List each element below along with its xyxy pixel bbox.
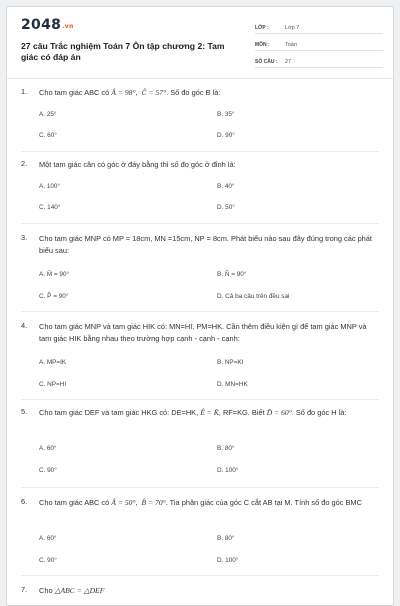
math-expression: Â = 98°, (111, 88, 138, 97)
meta-label: MÔN : (255, 42, 270, 48)
option-row (39, 204, 379, 216)
question-text-part: Cho tam giác ABC có (39, 88, 112, 97)
option-row (39, 535, 379, 547)
option-b[interactable]: B. 80° (217, 445, 235, 452)
option-a[interactable]: A. 60° (39, 535, 57, 542)
question-text: Một tam giác cân có góc ở đáy bằng thì số đo góc ở đỉnh là: (39, 160, 236, 169)
meta-row-subject (255, 36, 383, 51)
divider (21, 151, 379, 152)
meta-row-class (255, 19, 383, 34)
question-text: Cho tam giác MNP có MP = 18cm, MN =15cm, NP = 8cm. Phát biểu nào sau đây đúng trong các phát biểu sau: (39, 234, 372, 255)
question-text-part: . Số đo góc B là: (166, 88, 221, 97)
math-expression: △ABC = △DEF (54, 586, 105, 595)
option-row (39, 381, 379, 393)
option-d[interactable]: D. 100° (217, 557, 239, 564)
option-row (39, 271, 379, 283)
option-c[interactable]: C. 60° (39, 132, 57, 139)
document-meta (255, 19, 383, 70)
meta-row-count (255, 53, 383, 68)
question-number: 2. (21, 159, 28, 168)
option-d[interactable]: D. Cả ba câu trên đều sai (217, 293, 290, 300)
document-page (6, 6, 394, 606)
question-text-part: . Tia phân giác của góc C cắt AB tại M. Tính số đo góc BMC (165, 498, 362, 507)
option-row (39, 183, 379, 195)
option-c[interactable]: C. 140° (39, 204, 61, 211)
option-d[interactable]: D. MN=HK (217, 381, 248, 388)
math-expression: D̂ = 60° (266, 408, 292, 417)
divider (21, 575, 379, 576)
option-b[interactable]: B. 80° (217, 535, 235, 542)
math-expression: Ĉ = 57° (141, 88, 167, 97)
option-row (39, 445, 379, 457)
question-number: 7. (21, 585, 28, 594)
option-b[interactable]: B. 40° (217, 183, 235, 190)
meta-label: LỚP : (255, 25, 269, 31)
question-number: 5. (21, 407, 28, 416)
question-number: 6. (21, 497, 28, 506)
option-b[interactable]: B. 35° (217, 111, 235, 118)
option-c[interactable]: C. P̂ = 90° (39, 293, 69, 300)
question-text (39, 585, 379, 597)
option-row (39, 293, 379, 305)
option-b[interactable]: B. N̂ = 90° (217, 271, 247, 278)
option-a[interactable]: A. MP=IK (39, 359, 67, 366)
logo-sub: .vn (62, 23, 74, 30)
question-text: Cho tam giác MNP và tam giác HIK có: MN=HI, PM=HK. Cần thêm điều kiện gì để tam giác MNP và tam giác HIK bằng nhau theo trường hợp cạnh - cạnh - cạnh: (39, 322, 367, 343)
option-d[interactable]: D. 50° (217, 204, 235, 211)
option-b[interactable]: B. NP=KI (217, 359, 244, 366)
question-text-part: Cho tam giác DEF và tam giác HKG có: DE=HK, (39, 408, 201, 417)
option-row (39, 359, 379, 371)
option-d[interactable]: D. 100° (217, 467, 239, 474)
question-number: 4. (21, 321, 28, 330)
option-c[interactable]: C. NP=HI (39, 381, 67, 388)
option-row (39, 557, 379, 569)
document-header (7, 7, 393, 79)
option-c[interactable]: C. 90° (39, 557, 57, 564)
meta-value: 27 (285, 59, 292, 65)
option-c[interactable]: C. 90° (39, 467, 57, 474)
question-text-part: Cho (39, 586, 55, 595)
meta-label: SỐ CÂU : (255, 59, 278, 65)
question-number: 3. (21, 233, 28, 242)
divider (21, 311, 379, 312)
option-row (39, 467, 379, 479)
math-expression: Â = 50°, (111, 498, 138, 507)
question-text-part: , RF=KG. Biết (218, 408, 267, 417)
divider (21, 487, 379, 488)
option-row (39, 111, 379, 123)
logo-main: 2048 (21, 17, 62, 33)
divider (21, 399, 379, 400)
question-text-part: . Số đo góc H là: (291, 408, 347, 417)
question-text (39, 407, 379, 419)
option-a[interactable]: A. 60° (39, 445, 57, 452)
meta-value: Lớp 7 (285, 25, 300, 31)
option-a[interactable]: A. 25° (39, 111, 57, 118)
option-a[interactable]: A. M̂ = 90° (39, 271, 70, 278)
option-d[interactable]: D. 90° (217, 132, 235, 139)
math-expression: B̂ = 70° (141, 498, 166, 507)
math-expression: Ê = K̂ (200, 408, 219, 417)
question-text (39, 87, 379, 99)
question-text-part: Cho tam giác ABC có (39, 498, 112, 507)
question-number: 1. (21, 87, 28, 96)
option-row (39, 132, 379, 144)
question-text (39, 497, 379, 509)
option-a[interactable]: A. 100° (39, 183, 61, 190)
meta-value: Toán (285, 42, 297, 48)
document-title: 27 câu Trắc nghiệm Toán 7 Ôn tập chương 2: Tam giác có đáp án (21, 41, 225, 62)
divider (21, 223, 379, 224)
